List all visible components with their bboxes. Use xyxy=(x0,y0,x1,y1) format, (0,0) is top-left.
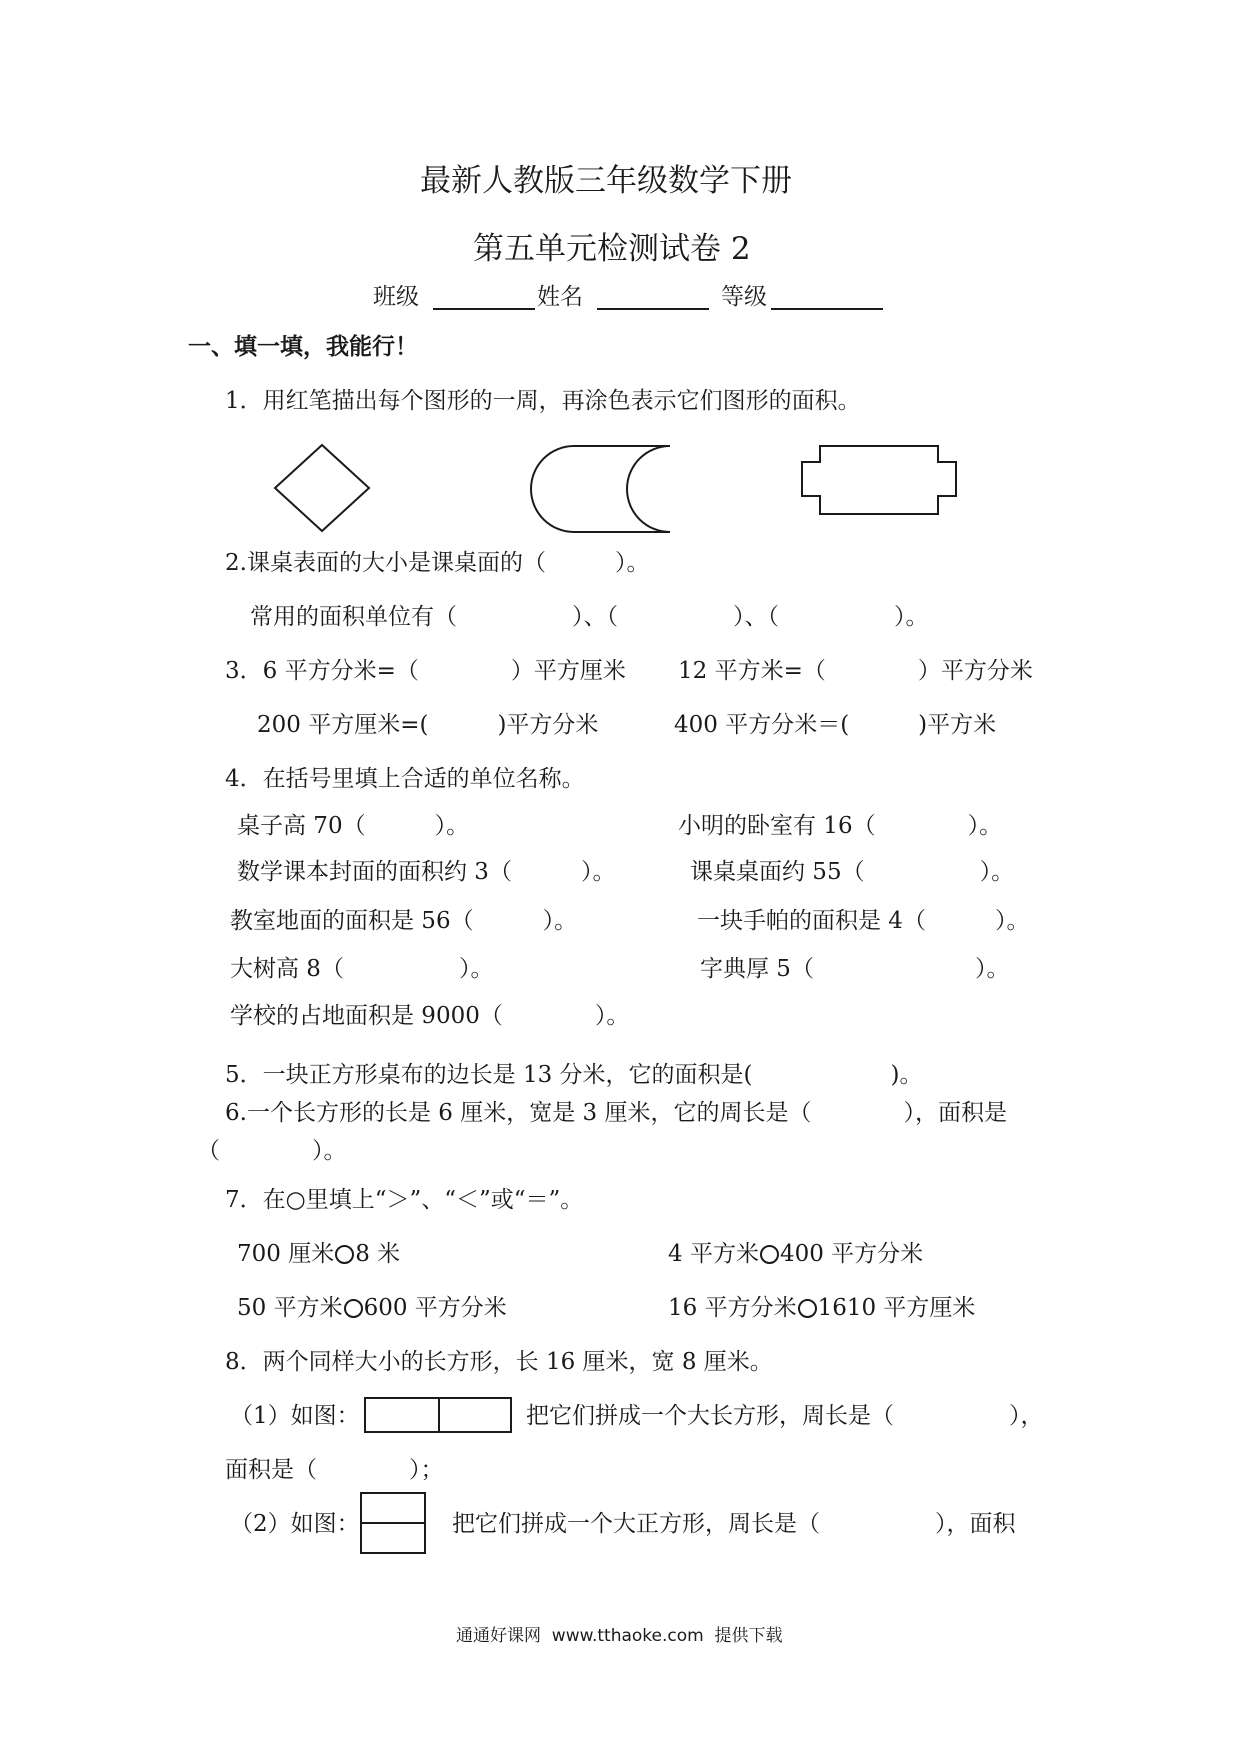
compare-circle[interactable] xyxy=(760,1245,779,1264)
question-2-line2: 常用的面积单位有（ ）、（ ）、（ ）。 xyxy=(250,604,929,630)
compare-circle[interactable] xyxy=(798,1299,817,1318)
class-label: 班级 xyxy=(373,284,419,310)
q8-1-line2: 面积是（ ）； xyxy=(225,1457,444,1483)
notched-rectangle-shape xyxy=(798,440,962,520)
q4-item: 大树高 8（ ）。 xyxy=(230,956,494,982)
q4-item: 一块手帕的面积是 4（ ）。 xyxy=(697,908,1030,934)
q7-right: 8 米 xyxy=(355,1241,401,1267)
grade-field[interactable] xyxy=(771,308,883,310)
page-subtitle: 第五单元检测试卷 2 xyxy=(473,231,751,267)
two-rectangles-side-by-side xyxy=(364,1397,512,1433)
q4-item: 学校的占地面积是 9000（ ）。 xyxy=(230,1003,630,1029)
q4-item: 字典厚 5（ ）。 xyxy=(700,956,1010,982)
question-3d: 400 平方分米＝( )平方米 xyxy=(674,712,997,738)
q4-item: 数学课本封面的面积约 3（ ）。 xyxy=(237,859,616,885)
q4-item: 教室地面的面积是 56（ ）。 xyxy=(230,908,578,934)
q7-right: 400 平方分米 xyxy=(779,1241,924,1267)
question-2-line1: 2.课桌表面的大小是课桌面的（ ）。 xyxy=(225,550,650,576)
class-field[interactable] xyxy=(433,308,535,310)
page-footer: 通通好课网 www.tthaoke.com 提供下载 xyxy=(456,1626,783,1646)
question-3c: 200 平方厘米=( )平方分米 xyxy=(257,712,599,738)
q7-left: 16 平方分米 xyxy=(668,1295,797,1321)
q7-left: 4 平方米 xyxy=(668,1241,759,1267)
question-5: 5．一块正方形桌布的边长是 13 分米，它的面积是( )。 xyxy=(225,1062,923,1088)
notched-rectangle-outline xyxy=(802,446,956,514)
divider-line xyxy=(362,1522,424,1524)
name-field[interactable] xyxy=(597,308,709,310)
q7-item xyxy=(237,1294,507,1322)
question-4: 4．在括号里填上合适的单位名称。 xyxy=(225,766,585,792)
divider-line xyxy=(438,1399,440,1431)
question-6-line1: 6.一个长方形的长是 6 厘米，宽是 3 厘米，它的周长是（ ），面积是 xyxy=(225,1100,1007,1126)
q7-left: 700 厘米 xyxy=(237,1241,335,1267)
compare-circle[interactable] xyxy=(335,1245,354,1264)
q8-1-label: （1）如图： xyxy=(230,1403,360,1429)
name-label: 姓名 xyxy=(537,284,583,310)
semicircle-rectangle-shape xyxy=(518,440,676,536)
q8-2-text: 把它们拼成一个大正方形，周长是（ ），面积 xyxy=(452,1511,1016,1537)
two-rectangles-stacked xyxy=(360,1492,426,1554)
question-3b: 12 平方米=（ ）平方分米 xyxy=(678,658,1033,684)
compare-circle[interactable] xyxy=(344,1299,363,1318)
diamond-shape xyxy=(270,440,374,536)
q7-right: 600 平方分米 xyxy=(363,1295,507,1321)
question-1: 1．用红笔描出每个图形的一周，再涂色表示它们图形的面积。 xyxy=(225,388,861,414)
grade-label: 等级 xyxy=(721,284,767,310)
question-3a: 3．6 平方分米=（ ）平方厘米 xyxy=(225,658,626,684)
section-heading: 一、填一填，我能行！ xyxy=(188,333,418,360)
question-7: 7．在○里填上“＞”、“＜”或“＝”。 xyxy=(225,1187,584,1213)
diamond-outline xyxy=(275,445,369,531)
q7-item xyxy=(668,1294,975,1322)
q4-item: 桌子高 70（ ）。 xyxy=(237,813,470,839)
semicircle-rectangle-outline xyxy=(531,446,670,532)
question-8: 8．两个同样大小的长方形，长 16 厘米，宽 8 厘米。 xyxy=(225,1349,773,1375)
q7-item xyxy=(668,1240,923,1268)
q8-1-text: 把它们拼成一个大长方形，周长是（ ）， xyxy=(526,1403,1044,1429)
q4-item: 课桌桌面约 55（ ）。 xyxy=(690,859,1015,885)
q8-2-label: （2）如图： xyxy=(230,1511,360,1537)
q4-item: 小明的卧室有 16（ ）。 xyxy=(678,813,1003,839)
q7-left: 50 平方米 xyxy=(237,1295,343,1321)
page-title: 最新人教版三年级数学下册 xyxy=(420,163,792,199)
question-6-line2: （ ）。 xyxy=(197,1138,347,1164)
q7-item xyxy=(237,1240,400,1268)
q7-right: 1610 平方厘米 xyxy=(817,1295,976,1321)
